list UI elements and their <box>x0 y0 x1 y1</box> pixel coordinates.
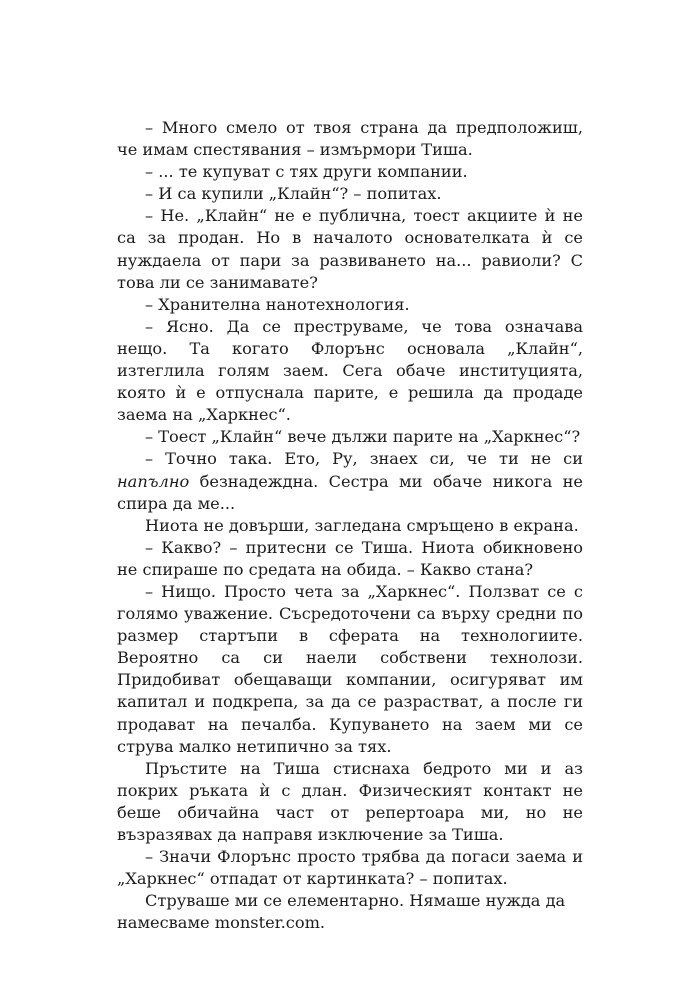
paragraph: Струваше ми се елементарно. Нямаше нужда да намесваме monster.com. <box>117 891 566 933</box>
paragraph: – Какво? – притесни се Тиша. Ниота обикновено не спираше по средата на обида. – Какво стана? <box>117 537 583 579</box>
paragraph-text: безнадеждна. Сестра ми обаче никога не спира да ме... <box>117 471 583 513</box>
paragraph: – Не. „Клайн“ не е публична, тоест акциите ѝ не са за продан. Но в началото основателката ѝ се нуждаела от пари за развиването на... равиоли? С това ли се занимавате? <box>117 206 583 292</box>
paragraph: – Хранителна нанотехнология. <box>145 294 410 314</box>
paragraph: Ниота не довърши, загледана смръщено в екрана. <box>145 515 579 535</box>
paragraph: – Тоест „Клайн“ вече дължи парите на „Харкнес“? <box>145 427 581 447</box>
paragraph-text: – Точно така. Ето, Ру, знаех си, че ти не си <box>145 449 583 469</box>
paragraph: – Нищо. Просто чета за „Харкнес“. Ползват се с голямо уважение. Съсредоточени са върху средни по размер стартъпи в сферата на технологиите. Вероятно са си наели собствени технолози. Придобиват обещаващи компании, осигуряват им капитал и подкрепа, за да се разрастват, а после ги продават на печалба. Купуването на заем ми се струва малко нетипично за тях. <box>117 581 583 756</box>
paragraph: – Значи Флорънс просто трябва да погаси заема и „Харкнес“ отпадат от картинката? – попитах. <box>117 847 583 889</box>
paragraph: – Ясно. Да се преструваме, че това означава нещо. Та когато Флорънс основала „Клайн“, изтеглила голям заем. Сега обаче институцията, която ѝ е отпуснала парите, е решила да продаде заема на „Харкнес“. <box>117 316 583 425</box>
paragraph: Пръстите на Тиша стиснаха бедрото ми и аз покрих ръката ѝ с длан. Физическият контакт не беше обичайна част от репертоара ми, но не възразявах да направя изключение за Тиша. <box>117 758 583 844</box>
paragraph: – И са купили „Клайн“? – попитах. <box>145 184 442 204</box>
paragraph <box>117 448 583 514</box>
emphasized-word: напълно <box>117 471 190 491</box>
book-page <box>117 117 583 934</box>
paragraph: – ... те купуват с тях други компании. <box>145 162 468 182</box>
paragraph: – Много смело от твоя страна да предположиш, че имам спестявания – измърмори Тиша. <box>117 118 583 160</box>
